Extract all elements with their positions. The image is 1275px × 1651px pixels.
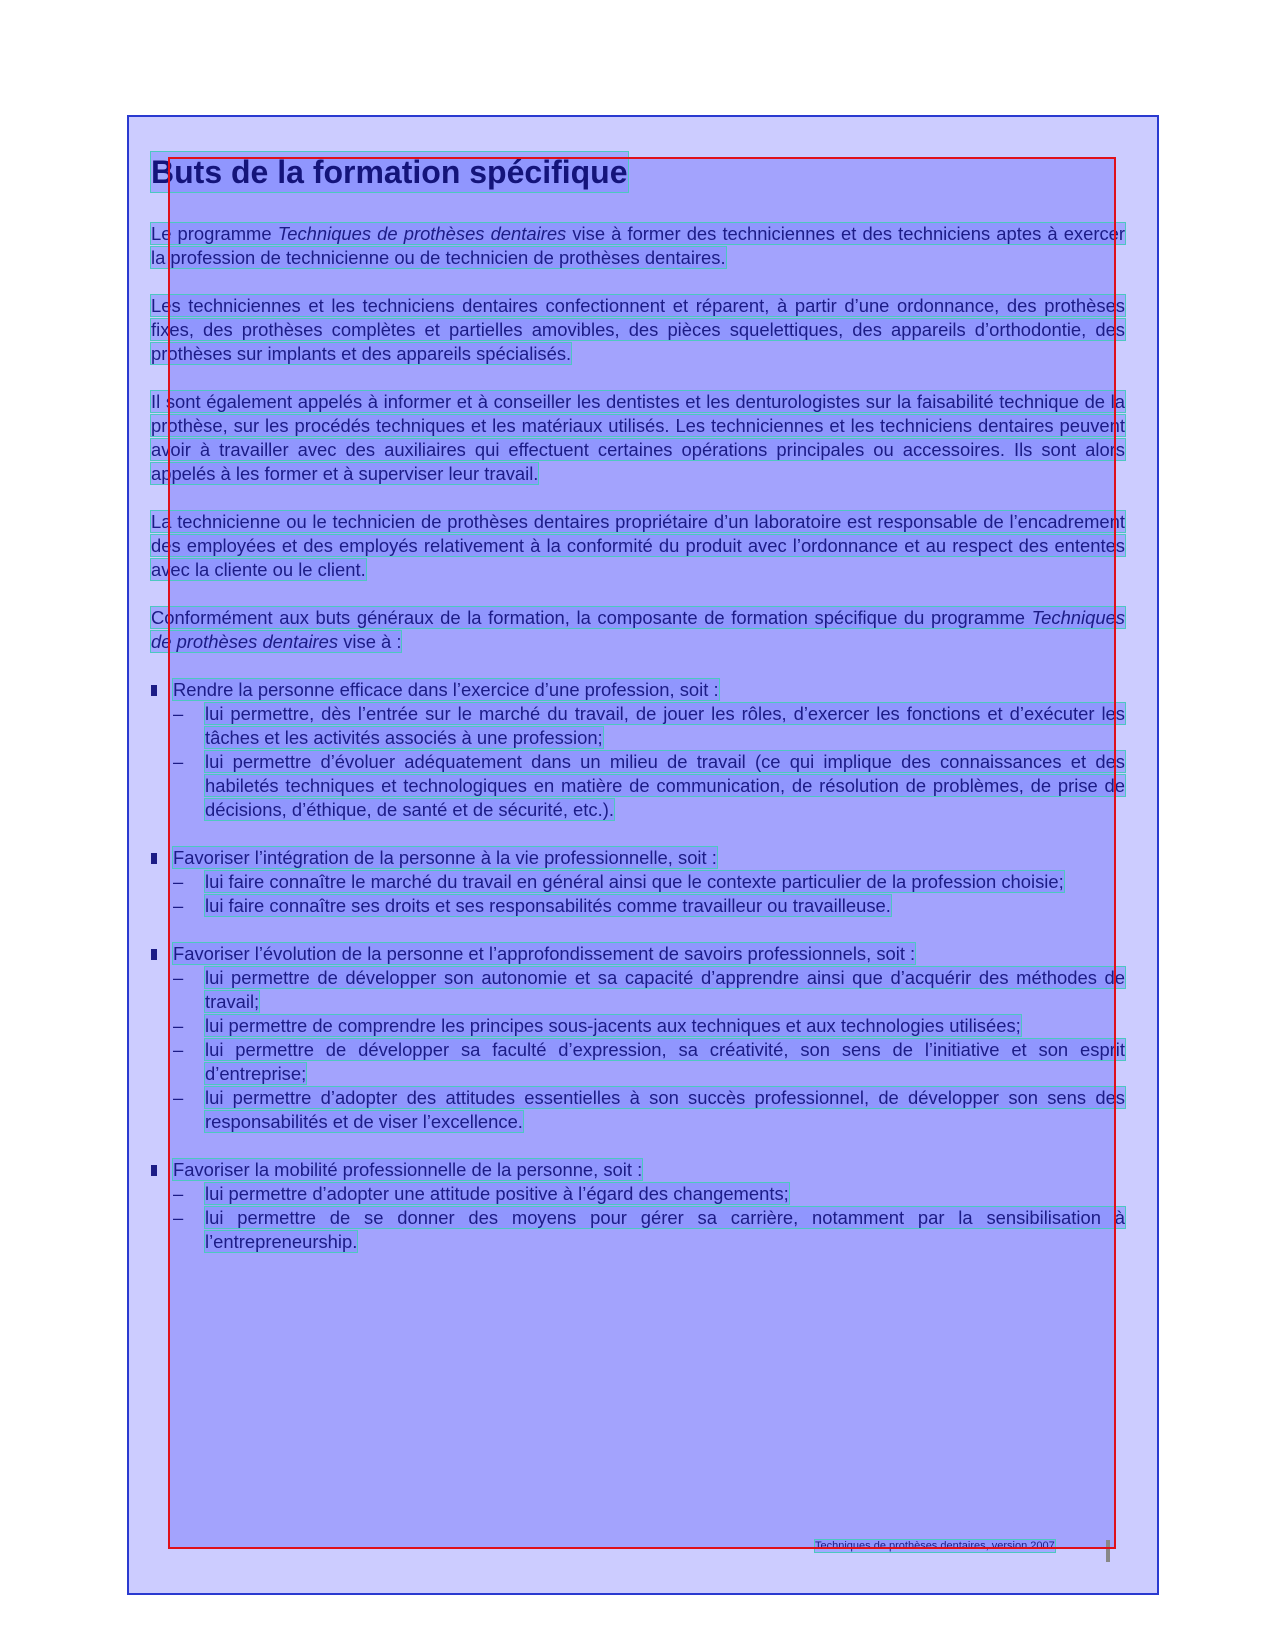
list-item: – lui permettre d’adopter une attitude positive à l’égard des changements;: [173, 1183, 789, 1204]
bullet-icon: [151, 1165, 157, 1176]
goal-bullet: Rendre la personne efficace dans l’exercice d’une profession, soit :: [151, 678, 1125, 702]
list-item: – lui permettre de développer sa faculté d’expression, sa créativité, son sens de l’initiative et son esprit d’entreprise;: [173, 1039, 1125, 1084]
list-item: – lui permettre d’évoluer adéquatement dans un milieu de travail (ce qui implique des connaissances et des habiletés techniques et technologiques en matière de communication, de résolution de problèmes, de prise de décisions, d’éthique, de santé et de sécurité, etc.).: [173, 751, 1125, 820]
dash-icon: –: [173, 1207, 184, 1228]
list-item: – lui permettre d’adopter des attitudes essentielles à son succès professionnel, de développer son sens des responsabilités et de viser l’excellence.: [173, 1087, 1125, 1132]
list-item: – lui permettre de se donner des moyens pour gérer sa carrière, notamment par la sensibilisation à l’entrepreneurship.: [173, 1207, 1125, 1252]
dash-icon: –: [173, 967, 184, 988]
list-item: – lui faire connaître le marché du travail en général ainsi que le contexte particulier de la profession choisie;: [173, 871, 1064, 892]
dash-icon: –: [173, 1087, 184, 1108]
goal-section: [151, 1158, 1125, 1254]
list-item: – lui faire connaître ses droits et ses responsabilités comme travailleur ou travailleuse.: [173, 895, 891, 916]
paragraph: La technicienne ou le technicien de prothèses dentaires propriétaire d’un laboratoire est responsable de l’encadrement des employées et des employés relativement à la conformité du produit avec l’ordonnance et au respect des ententes avec la cliente ou le client.: [151, 511, 1125, 580]
bullet-icon: [151, 853, 157, 864]
paragraph: Il sont également appelés à informer et à conseiller les dentistes et les denturologistes sur la faisabilité technique de la prothèse, sur les procédés techniques et les matériaux utilisés. Les techniciennes et les techniciens dentaires peuvent avoir à travailler avec des auxiliaires qui effectuent certaines opérations principales ou accessoires. Ils sont alors appelés à les former et à superviser leur travail.: [151, 391, 1125, 484]
list-item: – lui permettre de comprendre les principes sous-jacents aux techniques et aux technologies utilisées;: [173, 1015, 1021, 1036]
goal-bullet: Favoriser la mobilité professionnelle de la personne, soit :: [151, 1158, 1125, 1182]
dash-icon: –: [173, 751, 184, 772]
goal-bullet: Favoriser l’intégration de la personne à la vie professionnelle, soit :: [151, 846, 1125, 870]
footer-marker: [1106, 1540, 1110, 1562]
goal-section: [151, 846, 1125, 918]
bullet-icon: [151, 685, 157, 696]
list-item: – lui permettre, dès l’entrée sur le marché du travail, de jouer les rôles, d’exercer les fonctions et d’exécuter les tâches et les activités associés à une profession;: [173, 703, 1125, 748]
dash-icon: –: [173, 1183, 184, 1204]
dash-icon: –: [173, 703, 184, 724]
dash-icon: –: [173, 1015, 184, 1036]
page-title: Buts de la formation spécifique: [151, 154, 628, 190]
intro-paragraph: Le programme Techniques de prothèses dentaires vise à former des techniciennes et des techniciens aptes à exercer la profession de technicienne ou de technicien de prothèses dentaires.: [151, 223, 1126, 268]
goal-section: [151, 678, 1125, 822]
dash-icon: –: [173, 895, 184, 916]
goal-bullet: Favoriser l’évolution de la personne et l’approfondissement de savoirs professionnels, soit :: [151, 942, 1125, 966]
dash-icon: –: [173, 1039, 184, 1060]
paragraph: Les techniciennes et les techniciens dentaires confectionnent et réparent, à partir d’une ordonnance, des prothèses fixes, des prothèses complètes et partielles amovibles, des pièces squelettiques, des appareils d’orthodontie, des prothèses sur implants et des appareils spécialisés.: [151, 295, 1125, 364]
document-body: [151, 222, 1125, 1278]
goal-section: [151, 942, 1125, 1134]
list-item: – lui permettre de développer son autonomie et sa capacité d’apprendre ainsi que d’acquérir des méthodes de travail;: [173, 967, 1125, 1012]
dash-icon: –: [173, 871, 184, 892]
bullet-icon: [151, 949, 157, 960]
page-footer: Techniques de prothèses dentaires, version 2007: [815, 1540, 1055, 1552]
goals-intro-paragraph: Conformément aux buts généraux de la formation, la composante de formation spécifique du programme Techniques de prothèses dentaires vise à :: [151, 607, 1125, 652]
